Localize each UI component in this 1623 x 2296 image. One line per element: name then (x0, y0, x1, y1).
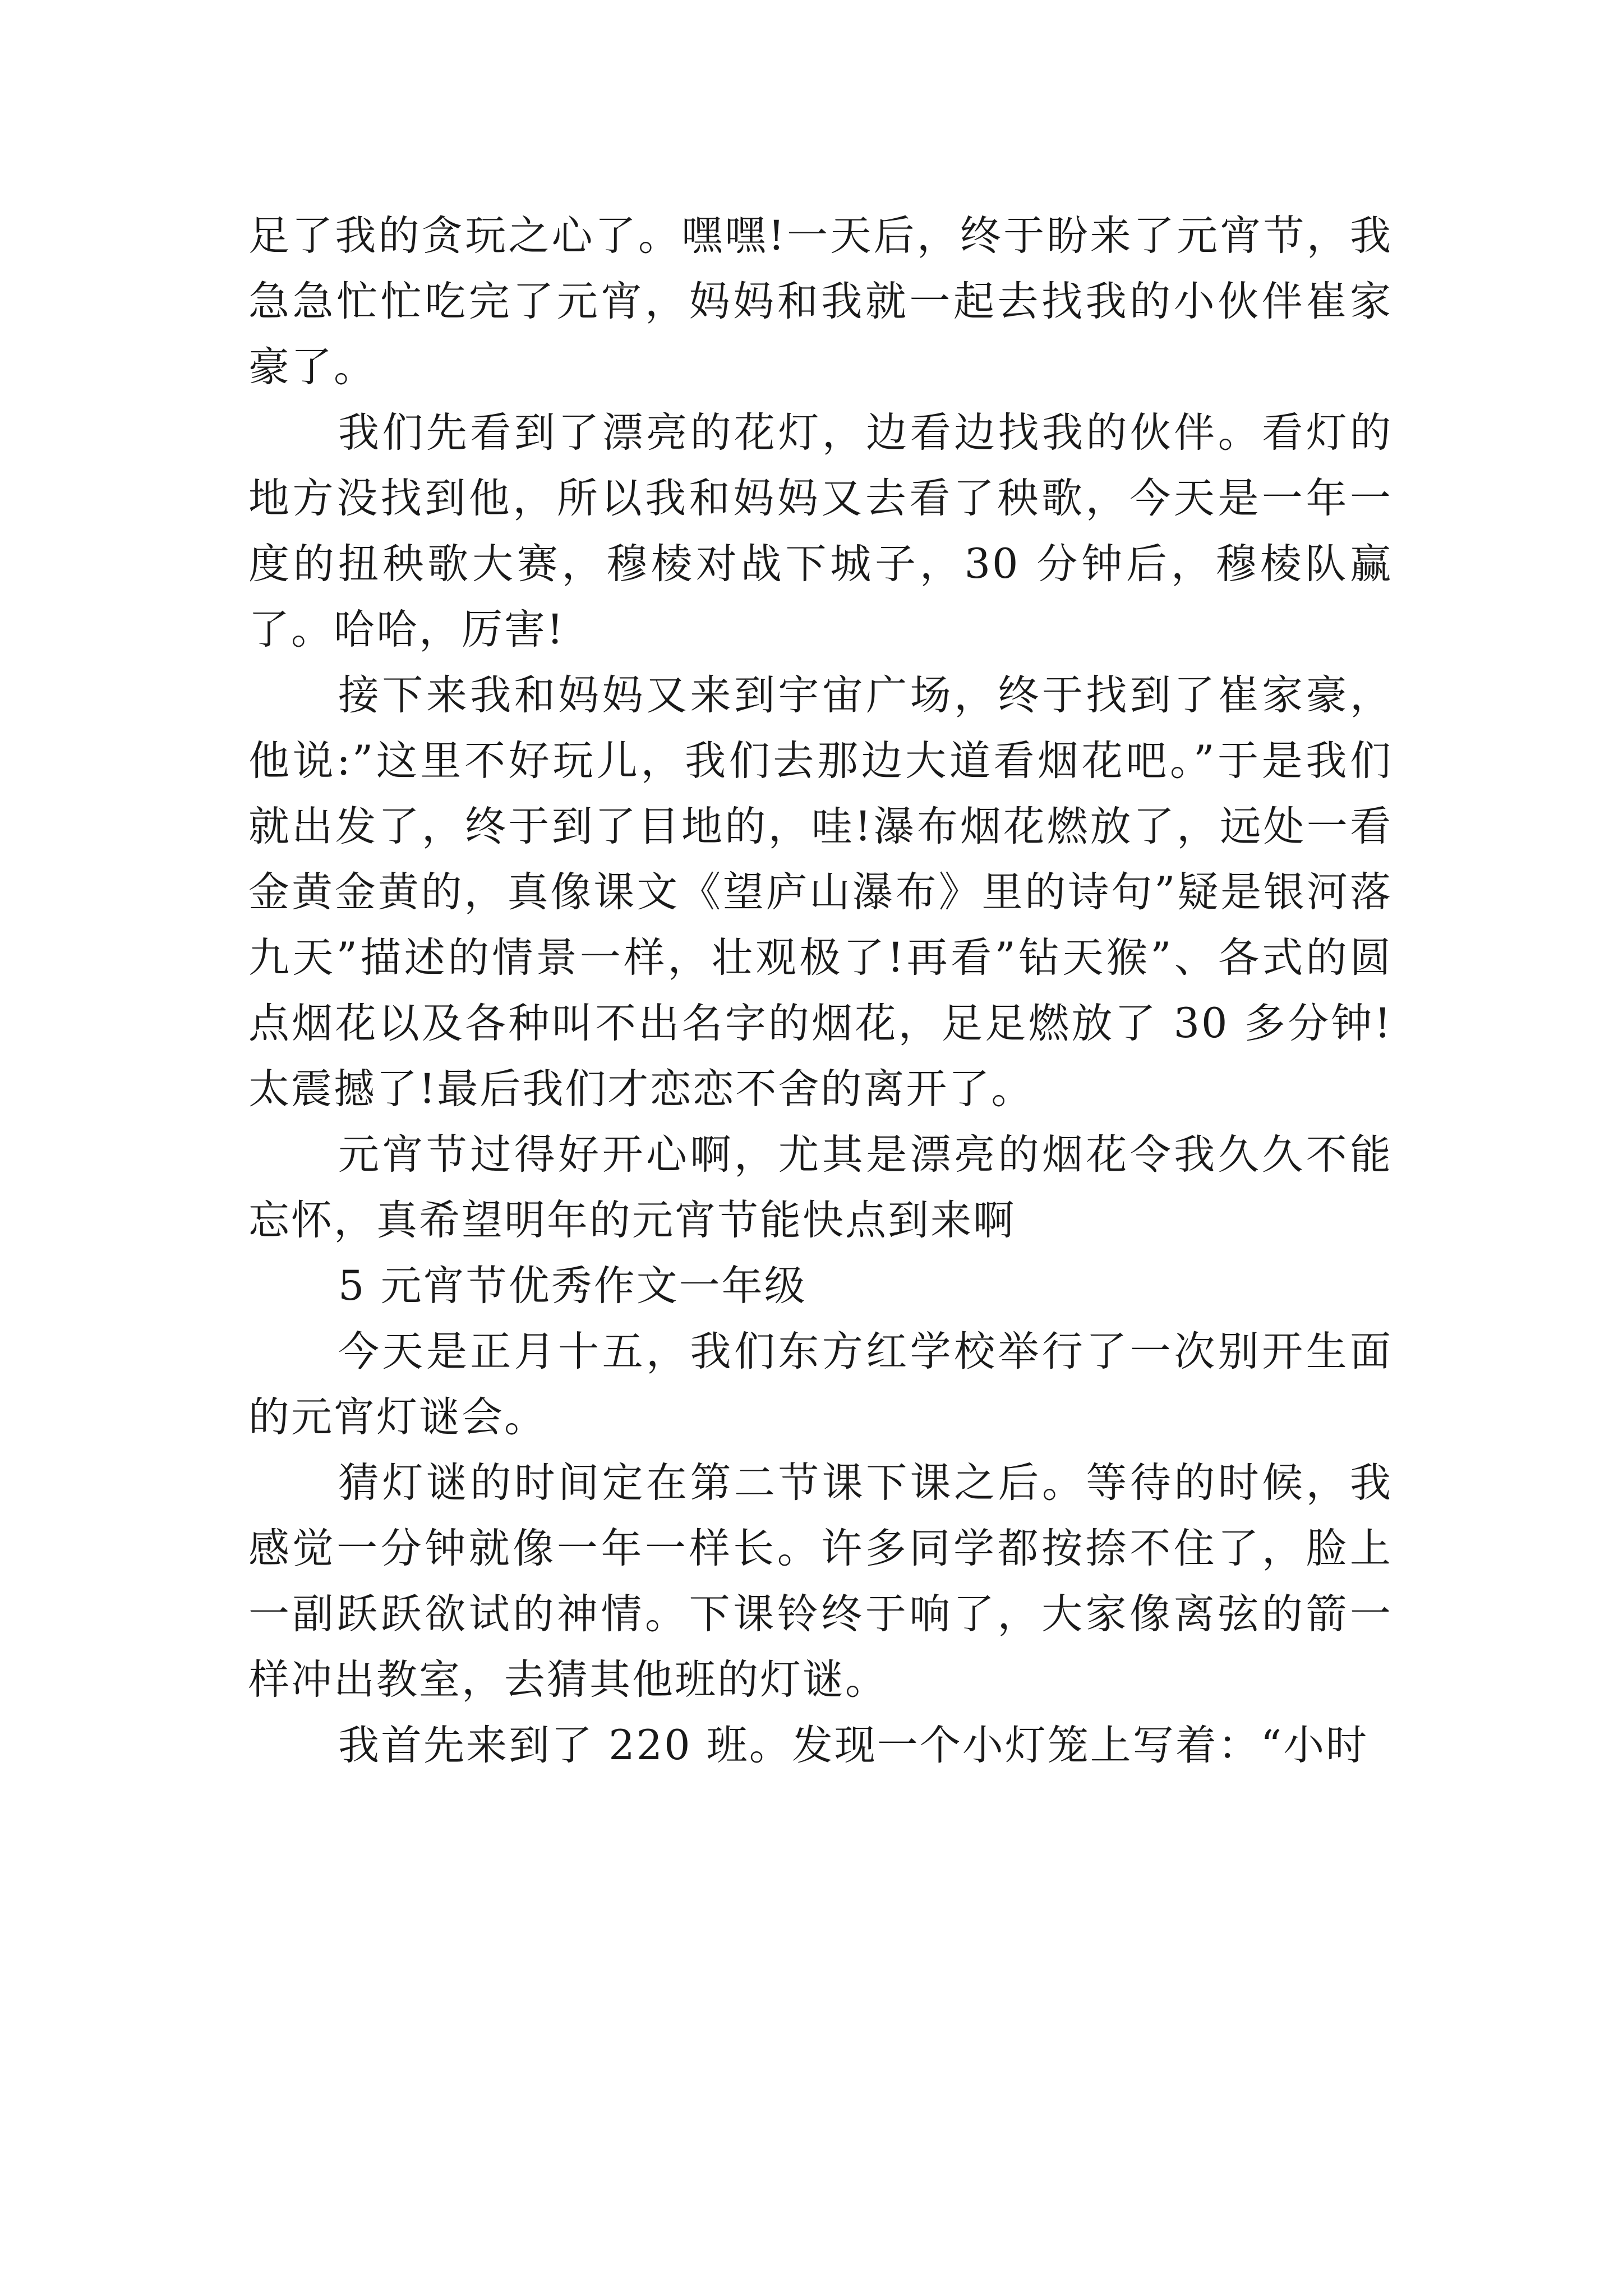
paragraph-riddle-party: 今天是正月十五，我们东方红学校举行了一次别开生面的元宵灯谜会。 (248, 1328, 1393, 1441)
document-body (248, 203, 1393, 1778)
paragraph-conclusion: 元宵节过得好开心啊，尤其是漂亮的烟花令我久久不能忘怀，真希望明年的元宵节能快点到来啊 (248, 1131, 1393, 1244)
paragraph-fireworks: 接下来我和妈妈又来到宇宙广场，终于找到了崔家豪，他说:”这里不好玩儿，我们去那边大道看烟花吧。”于是我们就出发了，终于到了目地的，哇!瀑布烟花燃放了，远处一看金黄金黄的，真像课文《望庐山瀑布》里的诗句”疑是银河落九天”描述的情景一样，壮观极了!再看”钻天猴”、各式的圆点烟花以及各种叫不出名字的烟花，足足燃放了 30 多分钟!太震撼了!最后我们才恋恋不舍的离开了。 (248, 671, 1393, 1113)
paragraph-lanterns-yangge: 我们先看到了漂亮的花灯，边看边找我的伙伴。看灯的地方没找到他，所以我和妈妈又去看了秧歌，今天是一年一度的扭秧歌大赛，穆棱对战下城子，30 分钟后，穆棱队赢了。哈哈，厉害! (248, 409, 1393, 654)
paragraph-continuation: 足了我的贪玩之心了。嘿嘿!一天后，终于盼来了元宵节，我急急忙忙吃完了元宵，妈妈和我就一起去找我的小伙伴崔家豪了。 (248, 212, 1393, 391)
paragraph-class-220: 我首先来到了 220 班。发现一个小灯笼上写着：“小时 (338, 1722, 1369, 1769)
section-heading: 5 元宵节优秀作文一年级 (338, 1262, 807, 1310)
paragraph-waiting: 猜灯谜的时间定在第二节课下课之后。等待的时候，我感觉一分钟就像一年一样长。许多同学都按捺不住了，脸上一副跃跃欲试的神情。下课铃终于响了，大家像离弦的箭一样冲出教室，去猜其他班的灯谜。 (248, 1459, 1393, 1704)
